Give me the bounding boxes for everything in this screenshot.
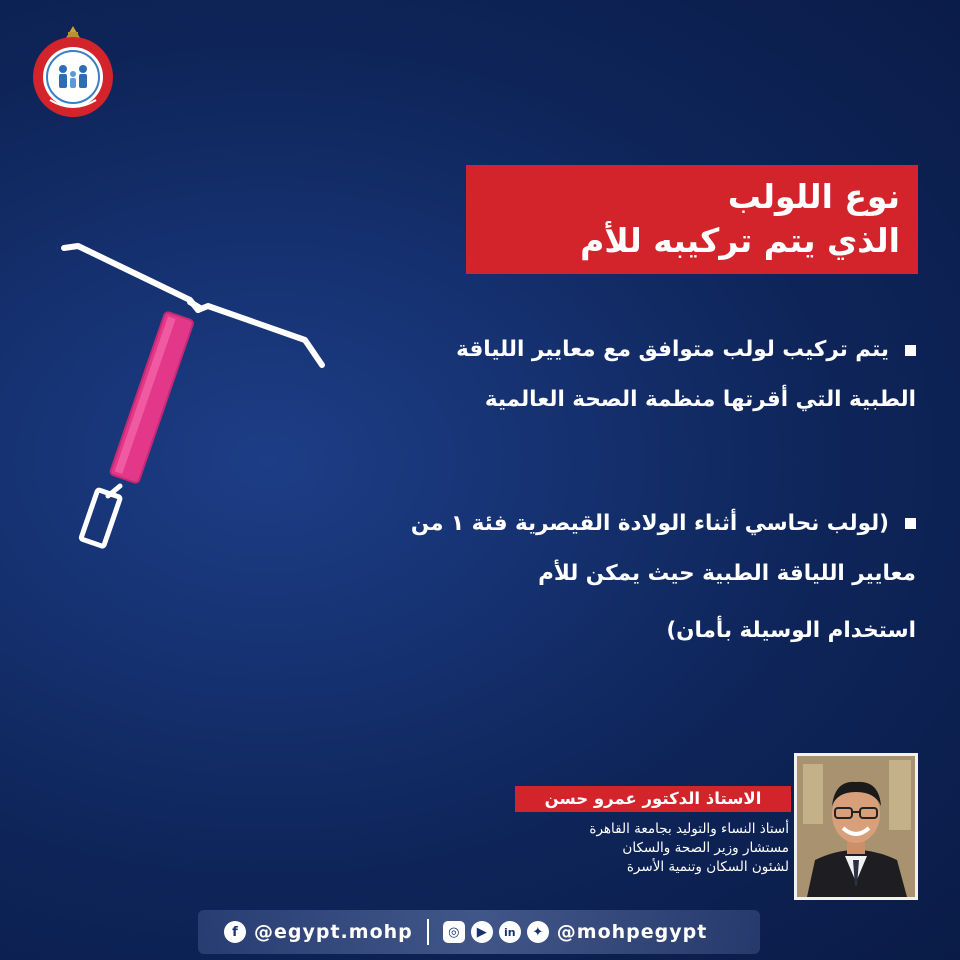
title-line-2: الذي يتم تركيبه للأم [580,221,900,260]
bullet-1 [356,322,916,434]
instagram-icon[interactable]: ◎ [443,921,465,943]
doctor-photo [794,753,918,900]
bullet-2-line-2: معايير اللياقة الطبية حيث يمكن للأم [538,561,916,586]
title-banner [466,165,918,274]
twitter-icon[interactable]: ✦ [527,921,549,943]
ministry-logo [28,22,118,117]
doctor-desc-line-1: أستاذ النساء والتوليد بجامعة القاهرة [589,821,789,837]
bullet-square-icon [905,345,916,356]
title-line-1: نوع اللولب [727,177,900,216]
doctor-desc-line-3: لشئون السكان وتنمية الأسرة [626,859,789,875]
doctor-name: الاستاذ الدكتور عمرو حسن [515,786,791,812]
bullet-2-line-3: استخدام الوسيلة بأمان) [666,618,916,643]
bullet-1-line-2: الطبية التي أقرتها منظمة الصحة العالمية [484,387,916,412]
doctor-desc-line-2: مستشار وزير الصحة والسكان [622,840,789,856]
facebook-icon[interactable]: f [224,921,246,943]
linkedin-icon[interactable]: in [499,921,521,943]
iud-illustration [50,230,350,560]
bullet-2 [356,495,916,666]
bullet-1-line-1: يتم تركيب لولب متوافق مع معايير اللياقة [456,337,889,362]
social-handle[interactable]: @mohpegypt [556,921,708,943]
youtube-icon[interactable]: ▶ [471,921,493,943]
social-footer [198,910,760,954]
facebook-handle[interactable]: @egypt.mohp [254,921,413,943]
footer-divider [427,919,429,945]
bullet-2-line-1: (لولب نحاسي أثناء الولادة القيصرية فئة ١ من [410,510,889,536]
bullet-square-icon [905,518,916,529]
doctor-description [505,820,789,877]
